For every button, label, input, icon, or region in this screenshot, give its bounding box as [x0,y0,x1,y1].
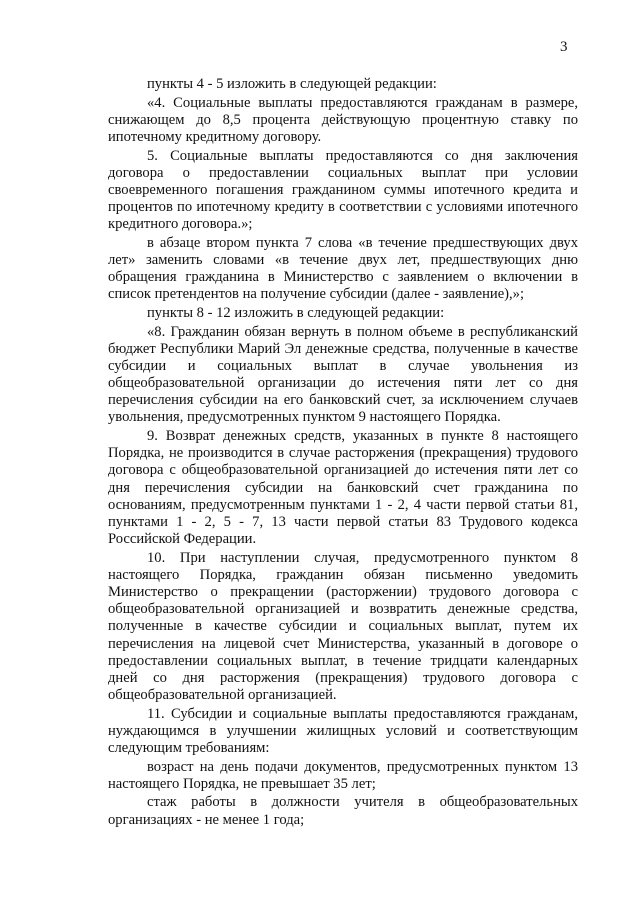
paragraph-intro-items-8-12: пункты 8 - 12 изложить в следующей редакции: [147,305,445,322]
paragraph-item-8: «8. Гражданин обязан вернуть в полном объеме в республиканский бюджет Республики Марий Эл денежные средства, полученные в качестве субсидии и социальных выплат в случае увольнения из общеобразовательной организации до истечения пяти лет со дня перечисления субсидии на его банковский счет, за исключением случаев увольнения, предусмотренных пунктом 9 настоящего Порядка. [108,323,578,426]
paragraph-item-4: «4. Социальные выплаты предоставляются гражданам в размере, снижающем до 8,5 процента действующую процентную ставку по ипотечному кредитному договору. [108,94,578,145]
paragraph-item-11: 11. Субсидии и социальные выплаты предоставляются гражданам, нуждающимся в улучшении жилищных условий и соответствующим следующим требованиям: [108,705,578,756]
paragraph-item-9: 9. Возврат денежных средств, указанных в пункте 8 настоящего Порядка, не производится в случае расторжения (прекращения) трудового договора с общеобразовательной организацией до истечения пяти лет со дня перечисления субсидии на банковский счет гражданина по основаниям, предусмотренным пунктами 1 - 2, 4 части первой статьи 81, пунктами 1 - 2, 5 - 7, 13 части первой статьи 83 Трудового кодекса Российской Федерации. [108,428,578,548]
paragraph-item-10: 10. При наступлении случая, предусмотренного пунктом 8 настоящего Порядка, гражданин обязан письменно уведомить Министерство о прекращении (расторжении) трудового договора с общеобразовательной организацией и возвратить денежные средства, полученные в качестве субсидии и социальных выплат, путем их перечисления на лицевой счет Министерства, указанный в договоре о предоставлении социальных выплат, в течение тридцати календарных дней со дня расторжения (прекращения) трудового договора с общеобразовательной организацией. [108,549,578,703]
paragraph-intro-items-4-5: пункты 4 - 5 изложить в следующей редакции: [147,76,437,92]
paragraph-item-7-amendment: в абзаце втором пункта 7 слова «в течение предшествующих двух лет» заменить словами «в течение двух лет, предшествующих дню обращения гражданина в Министерство с заявлением о включении в список претендентов на получение субсидии (далее - заявление),»; [108,234,578,303]
page-number: 3 [560,39,568,55]
paragraph-requirement-age: возраст на день подачи документов, предусмотренных пунктом 13 настоящего Порядка, не превышает 35 лет; [108,758,578,792]
paragraph-item-5: 5. Социальные выплаты предоставляются со дня заключения договора о предоставлении социальных выплат при условии своевременного погашения гражданином суммы ипотечного кредита и процентов по ипотечному кредиту в соответствии с условиями ипотечного кредитного договора.»; [108,147,578,233]
document-body [108,76,578,829]
paragraph-requirement-experience: стаж работы в должности учителя в общеобразовательных организациях - не менее 1 года; [108,794,578,828]
